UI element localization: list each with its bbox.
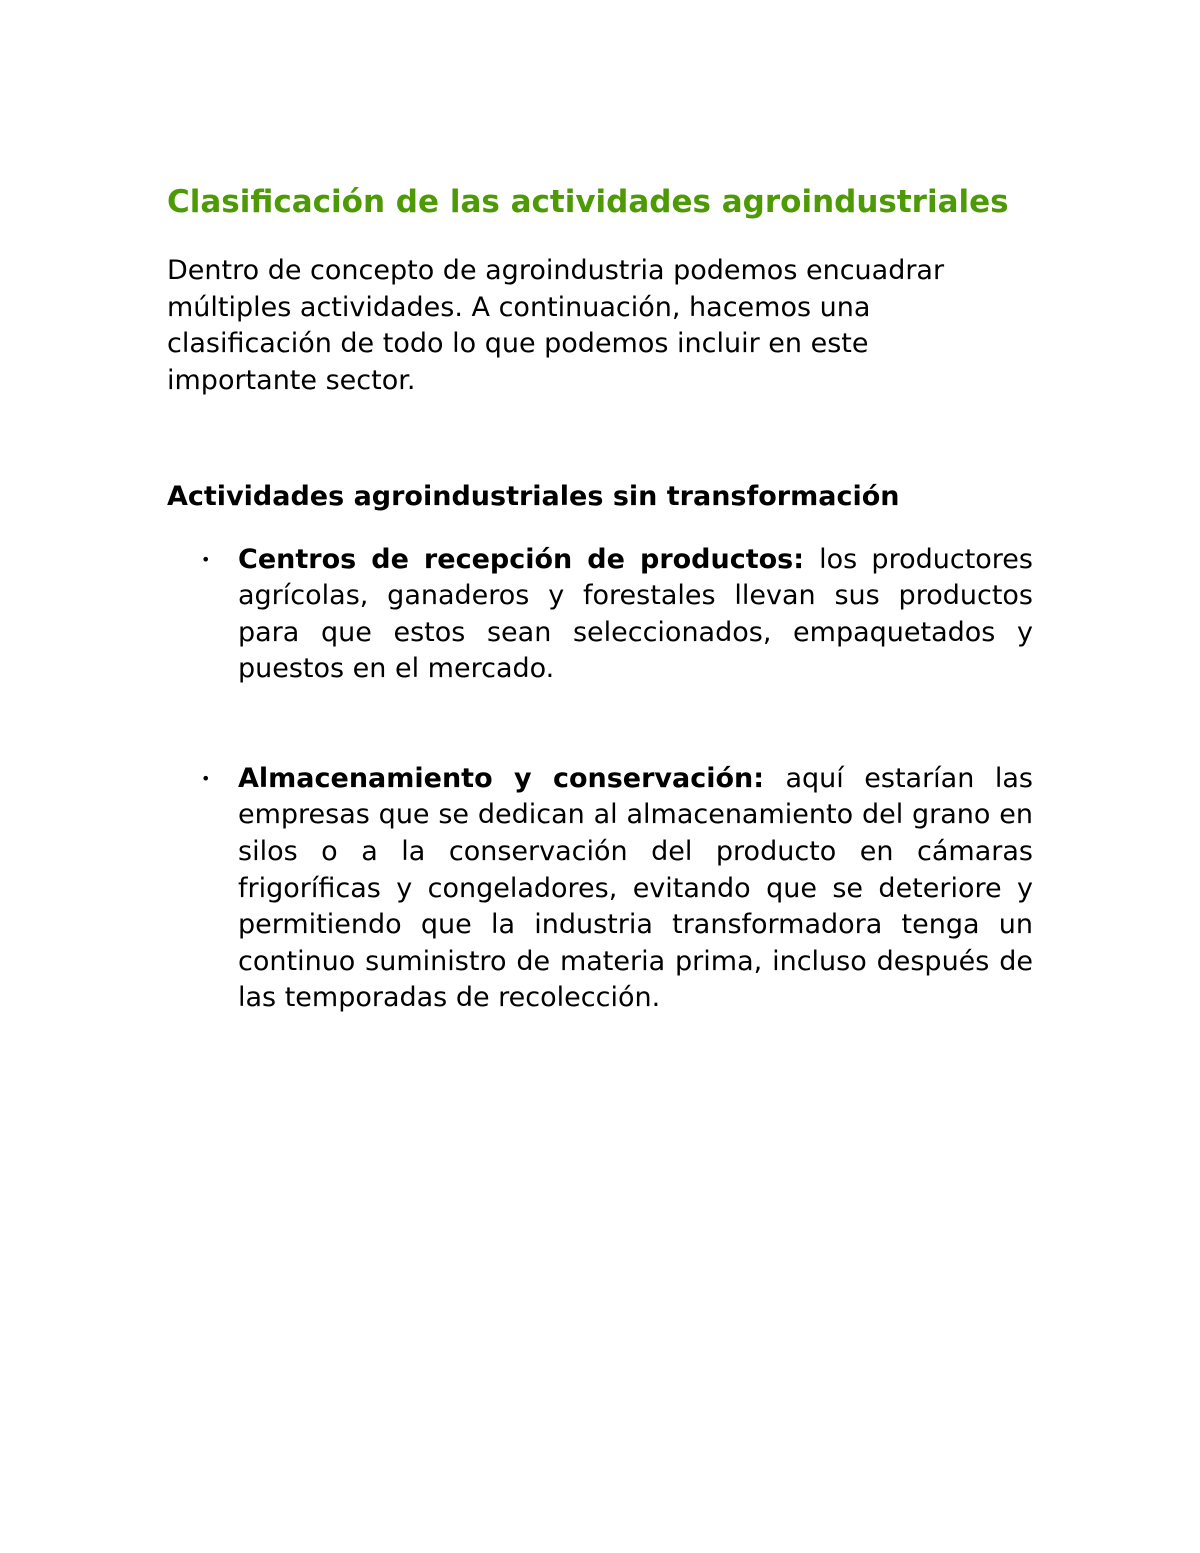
item-text: los productores agrícolas, ganaderos y forestales llevan sus productos para que estos sean seleccionados, empaquetados y puestos en el mercado. (238, 543, 1033, 685)
bullet-icon: • (201, 768, 211, 788)
activities-list (167, 542, 1033, 1018)
list-item (167, 761, 1033, 1017)
document-page (167, 182, 1033, 1017)
document-title: Clasificación de las actividades agroindustriales (167, 184, 1009, 220)
section-heading: Actividades agroindustriales sin transformación (167, 481, 900, 512)
bullet-icon: • (201, 549, 211, 569)
intro-paragraph: Dentro de concepto de agroindustria podemos encuadrar múltiples actividades. A continuación, hacemos una clasificación de todo lo que podemos incluir en este importante sector. (167, 255, 945, 396)
list-item (167, 542, 1033, 688)
item-term: Almacenamiento y conservación: (238, 762, 786, 794)
item-term: Centros de recepción de productos: (238, 543, 820, 575)
item-text: aquí estarían las empresas que se dedican al almacenamiento del grano en silos o a la conservación del producto en cámaras frigoríficas y congeladores, evitando que se deteriore y permitiendo que la industria transformadora tenga un continuo suministro de materia prima, incluso después de las temporadas de recolección. (238, 762, 1033, 1014)
